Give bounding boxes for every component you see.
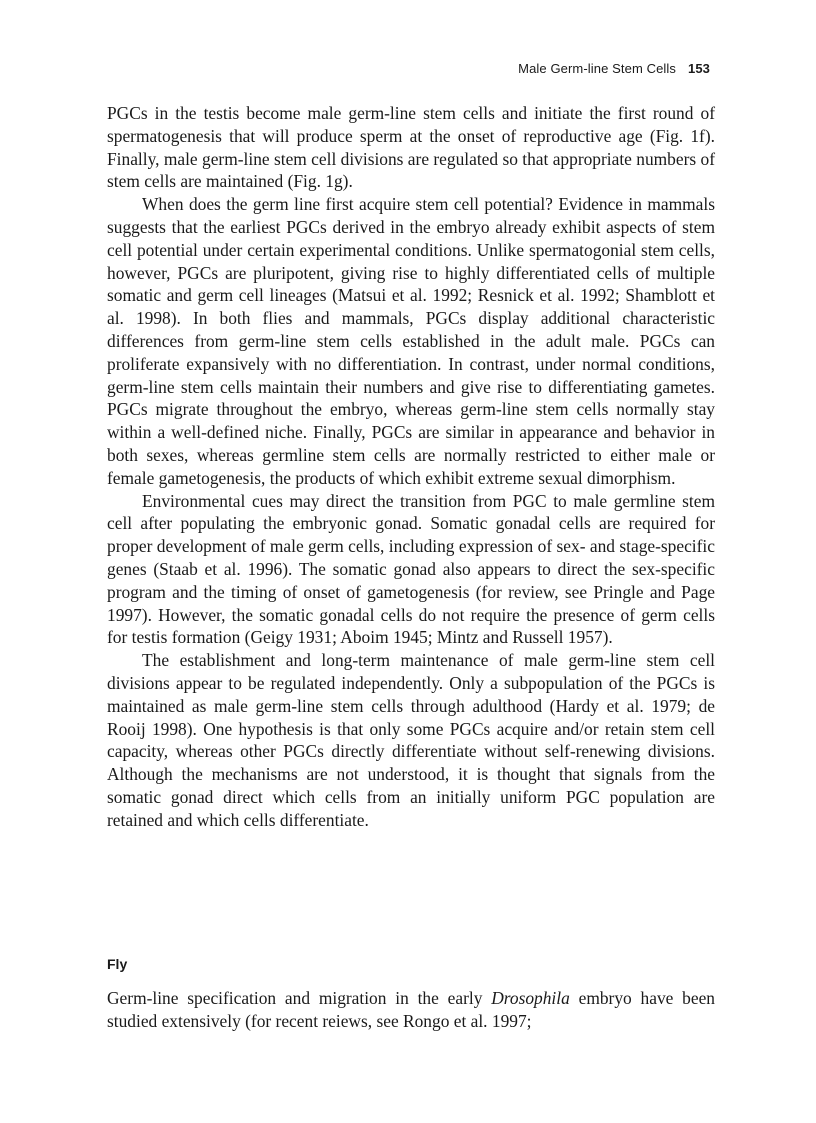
body-text	[107, 102, 715, 832]
paragraph: PGCs in the testis become male germ-line stem cells and initiate the first round of spermatogenesis that will produce sperm at the onset of reproductive age (Fig. 1f). Finally, male germ-line stem cell divisions are regulated so that appropriate numbers of stem cells are maintained (Fig. 1g).	[107, 103, 715, 192]
italic-term: Drosophila	[491, 988, 570, 1008]
paragraph-text: embryo have been studied extensively (for recent reiews, see Rongo et al. 1997;	[107, 988, 715, 1031]
paragraph: When does the germ line first acquire stem cell potential? Evidence in mammals suggests that the earliest PGCs derived in the embryo already exhibit aspects of stem cell potential under certain experimental conditions. Unlike spermatogonial stem cells, however, PGCs are pluripotent, giving rise to highly differentiated cells of multiple somatic and germ cell lineages (Matsui et al. 1992; Resnick et al. 1992; Shamblott et al. 1998). In both flies and mammals, PGCs display additional characteristic differences from germ-line stem cells established in the adult male. PGCs can proliferate expansively with no differentiation. In contrast, under normal conditions, germ-line stem cells maintain their numbers and give rise to differentiating gametes. PGCs migrate throughout the embryo, whereas germ-line stem cells normally stay within a well-defined niche. Finally, PGCs are similar in appearance and behavior in both sexes, whereas germline stem cells are normally restricted to either male or female gametogenesis, the products of which exhibit extreme sexual dimorphism.	[107, 194, 715, 488]
running-title: Male Germ-line Stem Cells	[518, 61, 676, 76]
paragraph: The establishment and long-term maintenance of male germ-line stem cell divisions appear to be regulated independently. Only a subpopulation of the PGCs is maintained as male germ-line stem cells through adulthood (Hardy et al. 1979; de Rooij 1998). One hypothesis is that only some PGCs acquire and/or retain stem cell capacity, whereas other PGCs directly differentiate without self-renewing divisions. Although the mechanisms are not understood, it is thought that signals from the somatic gonad direct which cells from an initially uniform PGC population are retained and which cells differentiate.	[107, 650, 715, 830]
paragraph: Environmental cues may direct the transition from PGC to male germline stem cell after populating the embryonic gonad. Somatic gonadal cells are required for proper development of male germ cells, including expression of sex- and stage-specific genes (Staab et al. 1996). The somatic gonad also appears to direct the sex-specific program and the timing of onset of gametogenesis (for review, see Pringle and Page 1997). However, the somatic gonadal cells do not require the presence of germ cells for testis formation (Geigy 1931; Aboim 1945; Mintz and Russell 1957).	[107, 490, 715, 648]
running-head	[518, 61, 710, 76]
section-body	[107, 987, 715, 1033]
paragraph	[107, 987, 715, 1033]
page-number: 153	[688, 61, 710, 76]
section-heading: Fly	[107, 956, 128, 972]
paragraph-text: Germ-line specification and migration in the early	[107, 988, 492, 1008]
